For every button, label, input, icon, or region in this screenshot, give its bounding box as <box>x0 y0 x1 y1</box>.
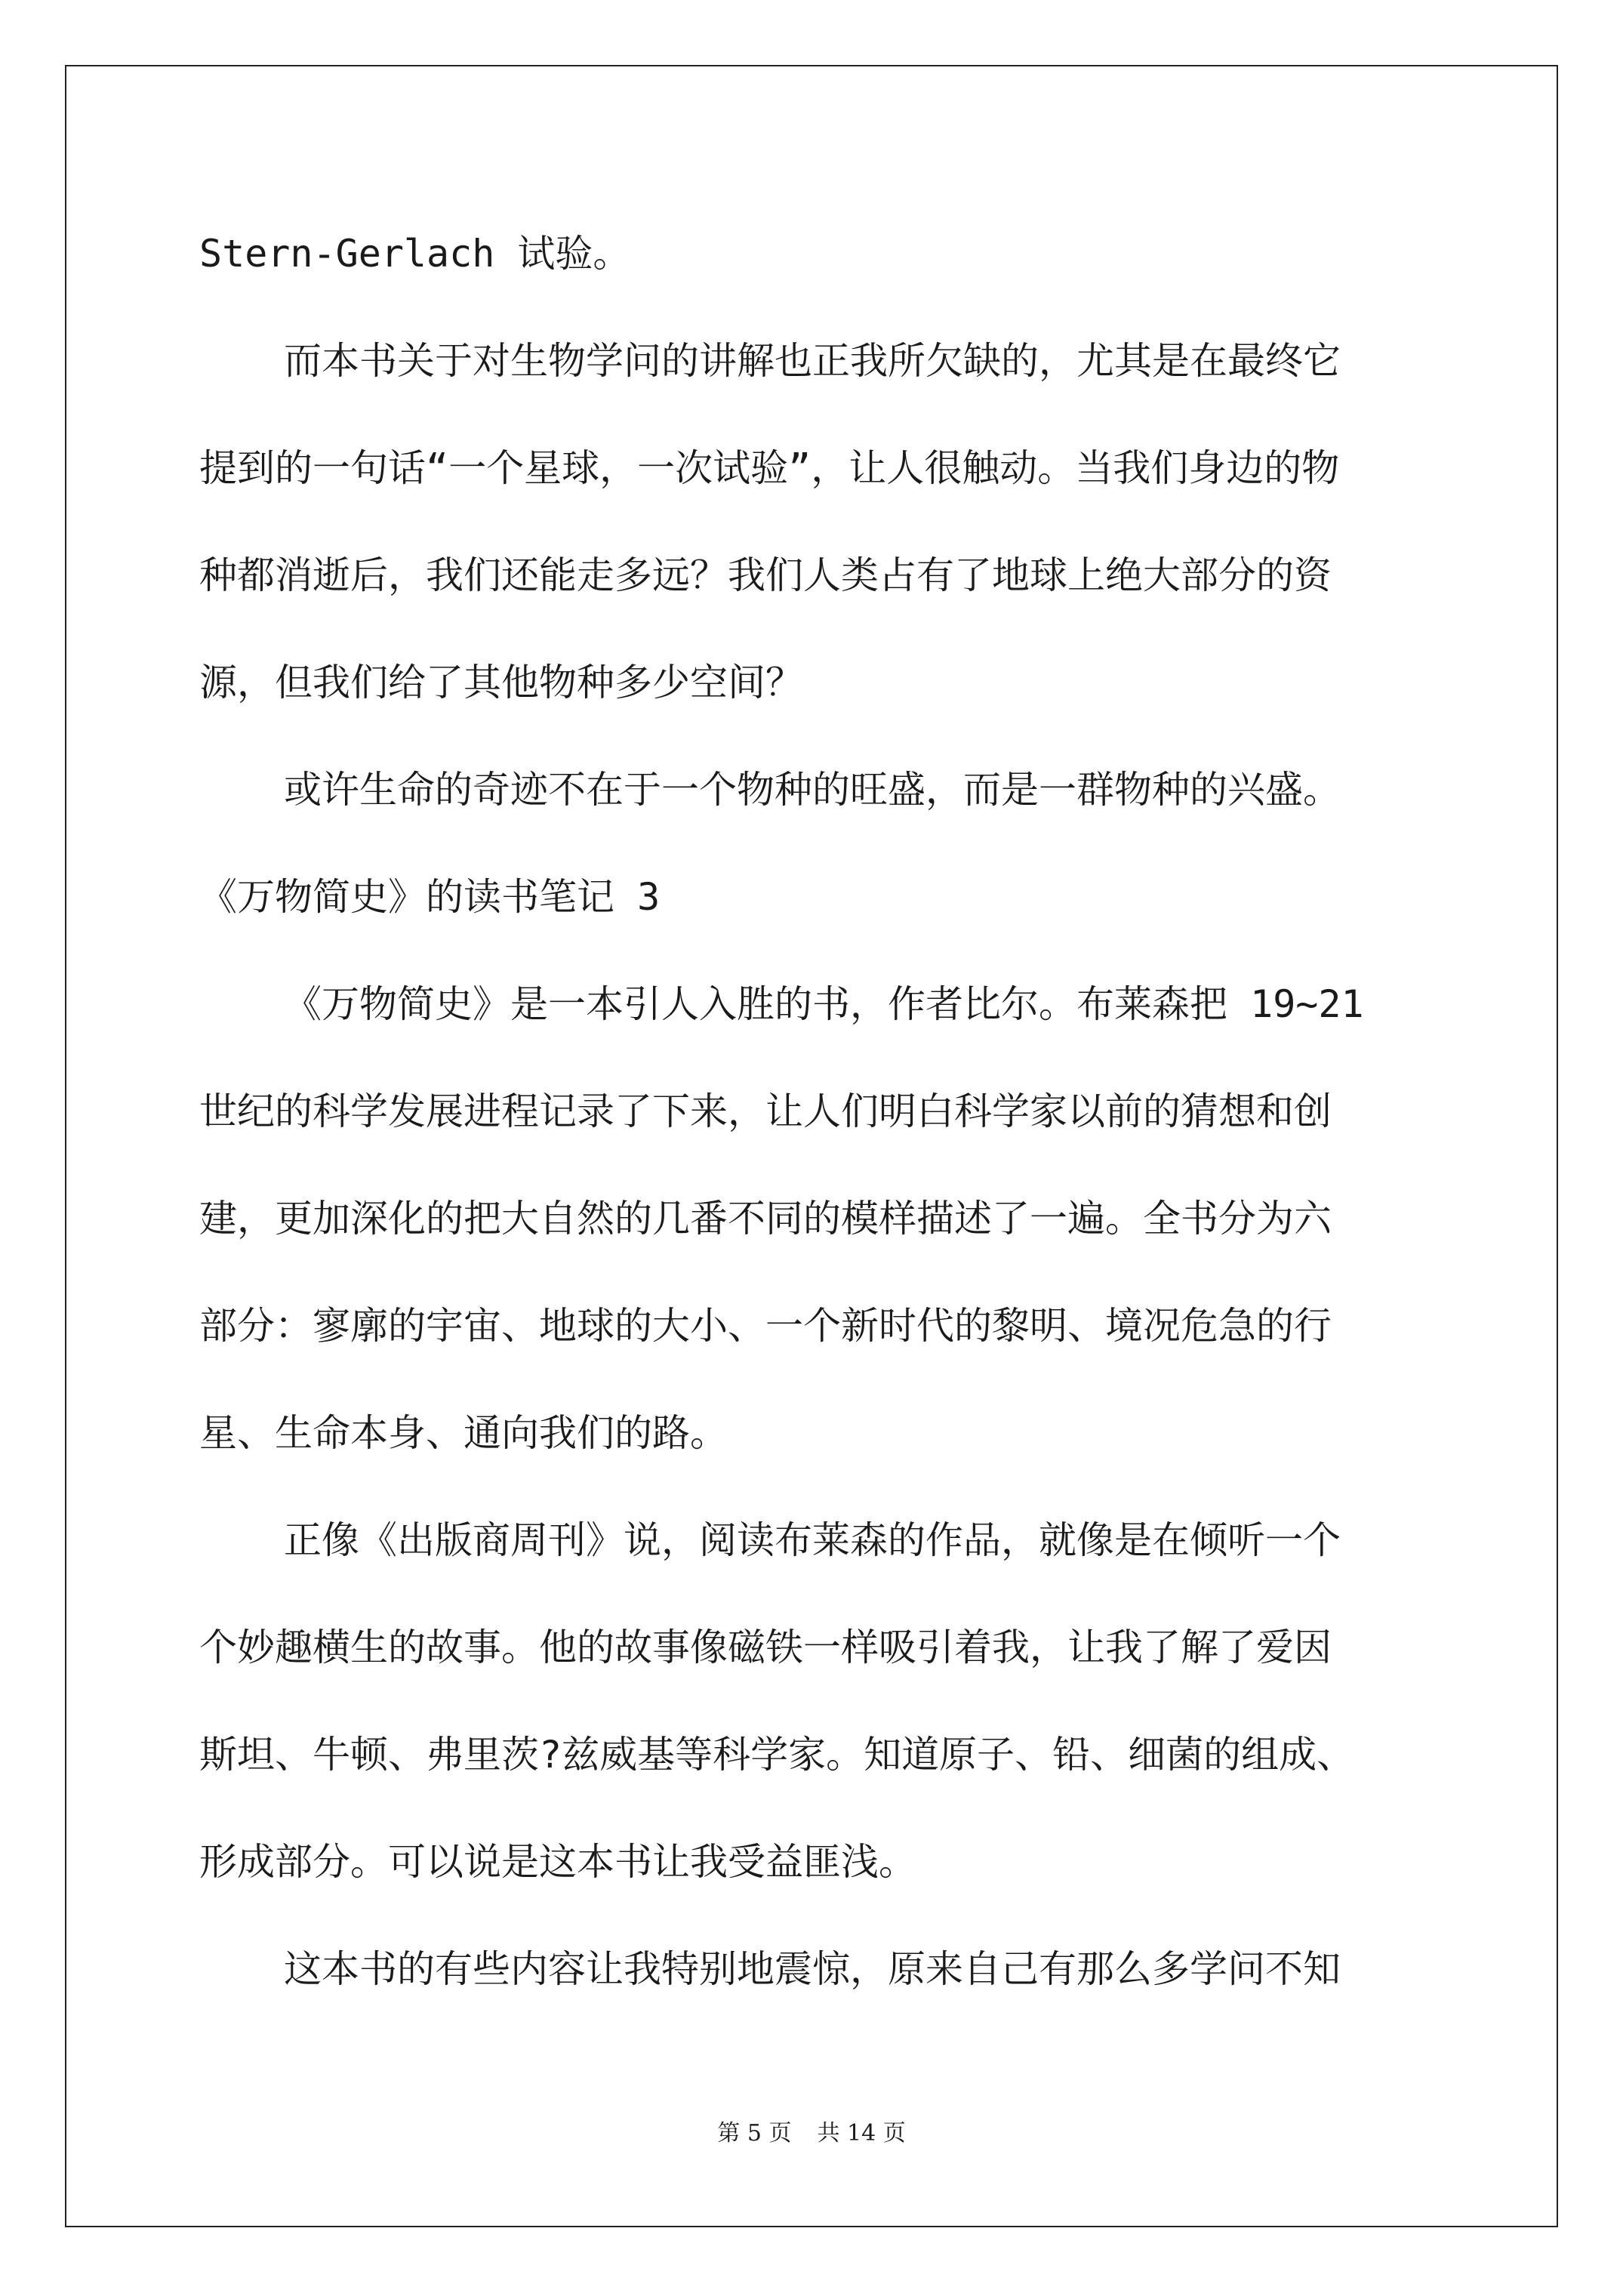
text-line: 提到的一句话“一个星球，一次试验”，让人很触动。当我们身边的物 <box>199 446 1340 490</box>
page-total: 共 14 页 <box>817 2120 906 2147</box>
text-line: 部分：寥廓的宇宙、地球的大小、一个新时代的黎明、境况危急的行 <box>199 1304 1332 1348</box>
text-line: 个妙趣横生的故事。他的故事像磁铁一样吸引着我，让我了解了爱因 <box>199 1626 1332 1669</box>
text-line: 斯坦、牛顿、弗里茨?兹威基等科学家。知道原子、铅、细菌的组成、 <box>199 1733 1355 1777</box>
text-line: 这本书的有些内容让我特别地震惊，原来自己有那么多学问不知 <box>284 1947 1341 1991</box>
section-heading: 《万物简史》的读书笔记 3 <box>199 875 661 919</box>
text-line: 形成部分。可以说是这本书让我受益匪浅。 <box>199 1840 916 1884</box>
text-line: 或许生命的奇迹不在于一个物种的旺盛，而是一群物种的兴盛。 <box>284 768 1341 812</box>
page-footer <box>0 2114 1623 2147</box>
text-line: 正像《出版商周刊》说，阅读布莱森的作品，就像是在倾听一个 <box>284 1518 1341 1562</box>
document-body <box>199 200 1437 2023</box>
text-line: 星、生命本身、通向我们的路。 <box>199 1411 728 1455</box>
text-line: 源，但我们给了其他物种多少空间？ <box>199 661 803 704</box>
text-line: 《万物简史》是一本引人入胜的书，作者比尔。布莱森把 19~21 <box>284 982 1364 1026</box>
text-line: 种都消逝后，我们还能走多远？我们人类占有了地球上绝大部分的资 <box>199 553 1332 597</box>
text-line: Stern-Gerlach 试验。 <box>199 232 631 276</box>
text-line: 而本书关于对生物学问的讲解也正我所欠缺的，尤其是在最终它 <box>284 339 1341 383</box>
text-line: 世纪的科学发展进程记录了下来，让人们明白科学家以前的猜想和创 <box>199 1089 1332 1133</box>
page-number: 第 5 页 <box>717 2120 792 2147</box>
text-line: 建，更加深化的把大自然的几番不同的模样描述了一遍。全书分为六 <box>199 1197 1332 1240</box>
